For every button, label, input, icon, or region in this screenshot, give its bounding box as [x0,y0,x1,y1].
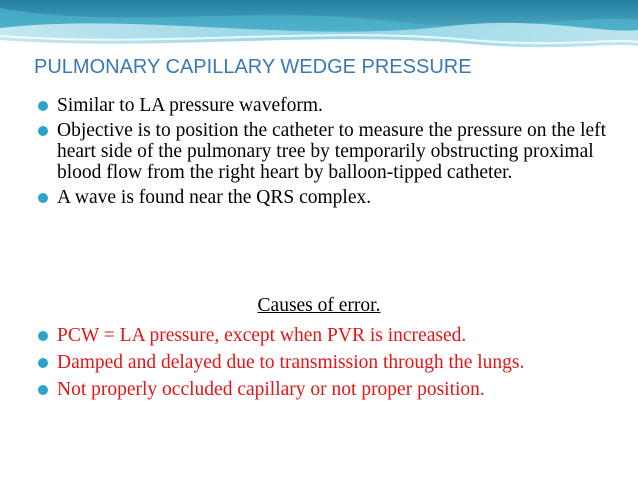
list-item [37,379,617,400]
causes-heading-text: Causes of error. [257,295,381,316]
list-item-text: Similar to LA pressure waveform. [57,95,323,116]
decorative-banner [0,0,638,58]
bullet-dot-icon [38,358,48,368]
list-item [37,187,617,208]
bullet-dot-icon [38,385,48,395]
error-bullet-list [37,325,617,406]
list-item-text: Not properly occluded capillary or not proper position. [57,379,485,400]
list-item-text: A wave is found near the QRS complex. [57,187,372,208]
list-item [37,120,617,183]
bullet-dot-icon [38,126,48,136]
list-item [37,95,617,116]
bullet-dot-icon [38,331,48,341]
list-item [37,325,617,346]
bullet-dot-icon [38,101,48,111]
list-item-text: Damped and delayed due to transmission through the lungs. [57,352,525,373]
causes-heading [0,295,638,316]
content-bullet-list [37,95,617,208]
bullet-dot-icon [38,193,48,203]
slide-title: PULMONARY CAPILLARY WEDGE PRESSURE [34,56,472,78]
list-item [37,352,617,373]
list-item-text: PCW = LA pressure, except when PVR is increased. [57,325,467,346]
list-item-text: Objective is to position the catheter to measure the pressure on the left heart side of the pulmonary tree by temporarily obstructing proximal blood flow from the right heart by balloon-tipped catheter. [57,120,607,183]
